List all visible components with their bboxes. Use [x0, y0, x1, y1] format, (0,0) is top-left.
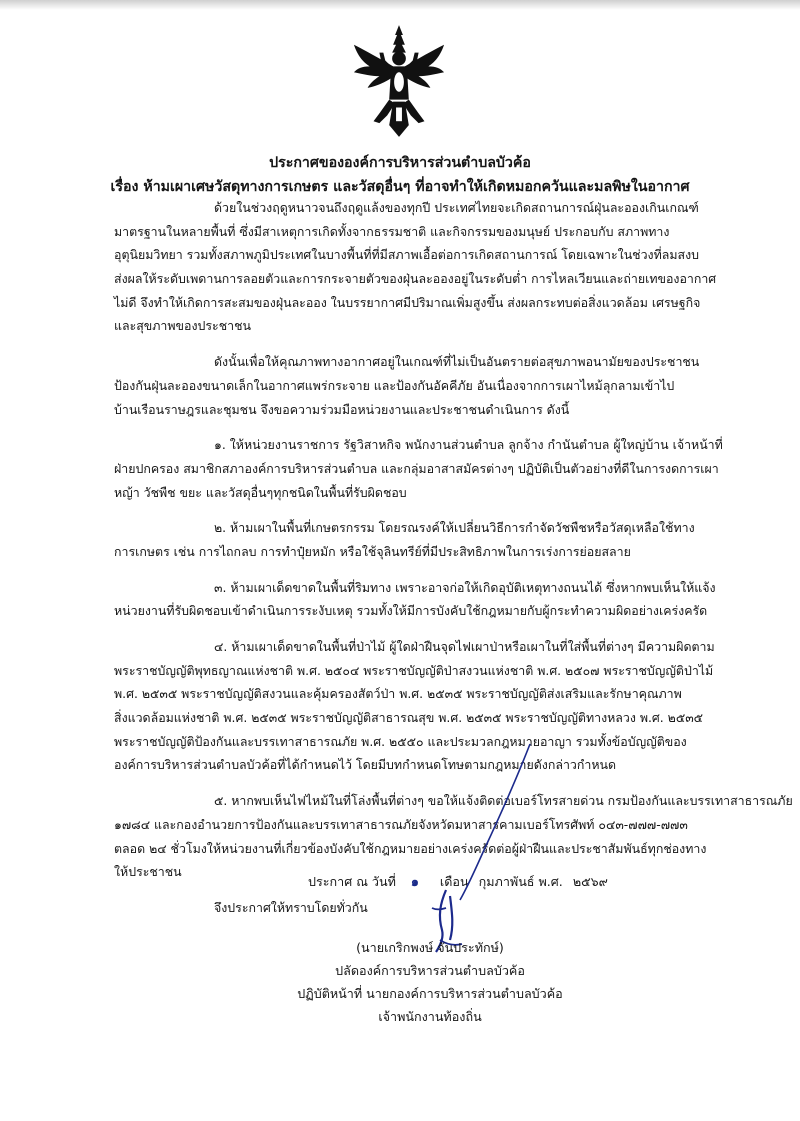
date-month: กุมภาพันธ์ พ.ศ. [478, 874, 563, 889]
date-month-label: เดือน [439, 874, 469, 889]
paragraph-line: พระราชบัญญัติพุทธญาณแห่งชาติ พ.ศ. ๒๕๐๔ พระราชบัญญัติป่าสงวนแห่งชาติ พ.ศ. ๒๕๐๗ พระราชบัญญัติป่าไม้ [114, 662, 714, 678]
paragraph-line: ไม่ดี จึงทำให้เกิดการสะสมของฝุ่นละออง ในบรรยากาศมีปริมาณเพิ่มสูงขึ้น ส่งผลกระทบต่อสิ่งแวดล้อม เศรษฐกิจ [114, 294, 701, 310]
date-day: ๑ [410, 874, 419, 889]
paragraph-line: การเกษตร เช่น การไถกลบ การทำปุ๋ยหมัก หรือใช้จุลินทรีย์ที่มีประสิทธิภาพในการเร่งการย่อยสลาย [114, 543, 631, 559]
date-year: ๒๕๖๙ [572, 874, 608, 889]
paragraph-line: หน่วยงานที่รับผิดชอบเข้าดำเนินการระงับเหตุ รวมทั้งให้มีการบังคับใช้กฎหมายกับผู้กระทำความผิดอย่างเคร่งครัด [114, 603, 708, 619]
announcement-title: ประกาศขององค์การบริหารส่วนตำบลบัวค้อ [269, 155, 531, 171]
paragraph-line: อุตุนิยมวิทยา รวมทั้งสภาพภูมิประเทศในบางพื้นที่ที่มีสภาพเอื้อต่อการเกิดสถานการณ์ โดยเฉพาะในช่วงที่ลมสงบ [114, 247, 699, 263]
paragraph-line: ให้ประชาชน [114, 864, 182, 880]
paragraph-line: ฝ่ายปกครอง สมาชิกสภาองค์การบริหารส่วนตำบล และกลุ่มอาสาสมัครต่างๆ ปฏิบัติเป็นตัวอย่างที่ดีในการงดการเผา [114, 460, 719, 476]
announcement-subject: เรื่อง ห้ามเผาเศษวัสดุทางการเกษตร และวัสดุอื่นๆ ที่อาจทำให้เกิดหมอกควันและมลพิษในอากาศ [110, 179, 690, 195]
paragraph-line: ๔. ห้ามเผาเด็ดขาดในพื้นที่ป่าไม้ ผู้ใดฝ่าฝืนจุดไฟเผาป่าหรือเผาในที่ใส่พื้นที่ต่างๆ มีความผิดตาม [214, 639, 715, 654]
paragraph-line: ๑. ให้หน่วยงานราชการ รัฐวิสาหกิจ พนักงานส่วนตำบล ลูกจ้าง กำนันตำบล ผู้ใหญ่บ้าน เจ้าหน้าที่ [214, 437, 723, 453]
paragraph-line: บ้านเรือนราษฎรและชุมชน จึงขอความร่วมมือหน่วยงานและประชาชนดำเนินการ ดังนี้ [114, 401, 570, 417]
closing-line: จึงประกาศให้ทราบโดยทั่วกัน [214, 899, 368, 915]
paragraph-line: ๒. ห้ามเผาในพื้นที่เกษตรกรรม โดยรณรงค์ให้เปลี่ยนวิธีการกำจัดวัชพืชหรือวัสดุเหลือใช้ทาง [214, 520, 695, 536]
paragraph-line: ๓. ห้ามเผาเด็ดขาดในพื้นที่ริมทาง เพราะอาจก่อให้เกิดอุบัติเหตุทางถนนได้ ซึ่งหากพบเห็นให้แจ้ง [214, 579, 716, 595]
paragraph-line: ด้วยในช่วงฤดูหนาวจนถึงฤดูแล้งของทุกปี ประเทศไทยจะเกิดสถานการณ์ฝุ่นละอองเกินเกณฑ์ [214, 200, 699, 215]
paragraph [114, 576, 764, 623]
signatory-name: (นายเกริกพงษ์ จันประทักษ์) [356, 940, 504, 955]
paragraph-line: ๕. หากพบเห็นไฟไหม้ในที่โล่งพื้นที่ต่างๆ ขอให้แจ้งติดต่อเบอร์โทรสายด่วน กรมป้องกันและบรรเทาสาธารณภัย [214, 793, 793, 809]
date-prefix: ประกาศ ณ วันที่ [308, 874, 396, 889]
scan-edge [0, 0, 800, 10]
paragraph [114, 433, 764, 504]
paragraph-line: ส่งผลให้ระดับเพดานการลอยตัวและการกระจายตัวของฝุ่นละอองอยู่ในระดับต่ำ การไหลเวียนและถ่ายเทของอากาศ [114, 271, 717, 287]
paragraph-line: และสุขภาพของประชาชน [114, 318, 251, 334]
paragraph-line: ๑๗๘๔ และกองอำนวยการป้องกันและบรรเทาสาธารณภัยจังหวัดมหาสารคามเบอร์โทรศัพท์ ๐๔๓-๗๗๗-๗๗๓ [114, 816, 688, 832]
paragraph-line: หญ้า วัชพืช ขยะ และวัสดุอื่นๆทุกชนิดในพื้นที่รับผิดชอบ [114, 484, 407, 500]
paragraph [114, 196, 764, 338]
handwritten-signature [380, 740, 560, 960]
paragraph-line: ป้องกันฝุ่นละอองขนาดเล็กในอากาศแพร่กระจาย และป้องกันอัคคีภัย อันเนื่องจากการเผาไหม้ลุกลามเข้าไป [114, 377, 675, 393]
signatory-position: ปฏิบัติหน้าที่ นายกองค์การบริหารส่วนตำบลบัวค้อ [297, 986, 563, 1001]
paragraph-line: ดังนั้นเพื่อให้คุณภาพทางอากาศอยู่ในเกณฑ์ที่ไม่เป็นอันตรายต่อสุขภาพอนามัยของประชาชน [214, 354, 700, 370]
signatory-position: เจ้าพนักงานท้องถิ่น [378, 1009, 482, 1024]
paragraph [114, 350, 764, 421]
paragraph-line: พ.ศ. ๒๕๓๕ พระราชบัญญัติสงวนและคุ้มครองสัตว์ป่า พ.ศ. ๒๕๓๕ พระราชบัญญัติส่งเสริมและรักษาคุณภาพ [114, 686, 682, 702]
garuda-emblem-icon [350, 22, 448, 142]
signatory-position: ปลัดองค์การบริหารส่วนตำบลบัวค้อ [335, 963, 525, 978]
paragraph [114, 516, 764, 563]
paragraph-line: สิ่งแวดล้อมแห่งชาติ พ.ศ. ๒๕๓๕ พระราชบัญญัติสาธารณสุข พ.ศ. ๒๕๓๕ พระราชบัญญัติทางหลวง พ.ศ. ๒๕๓๕ [114, 710, 704, 726]
paragraph-line: มาตรฐานในหลายพื้นที่ ซึ่งมีสาเหตุการเกิดทั้งจากธรรมชาติ และกิจกรรมของมนุษย์ ประกอบกับ สภาพทาง [114, 223, 670, 239]
paragraph-line: องค์การบริหารส่วนตำบลบัวค้อที่ได้กำหนดไว้ โดยมีบทกำหนดโทษตามกฎหมายดังกล่าวกำหนด [114, 757, 617, 773]
paragraph-line: พระราชบัญญัติป้องกันและบรรเทาสาธารณภัย พ.ศ. ๒๕๕๐ และประมวลกฎหมายอาญา รวมทั้งข้อบัญญัติของ [114, 733, 687, 749]
paragraph-line: ตลอด ๒๔ ชั่วโมงให้หน่วยงานที่เกี่ยวข้องบังคับใช้กฎหมายอย่างเคร่งครัดต่อผู้ฝ่าฝืนและประชาสัมพันธ์ทุกช่องทาง [114, 840, 707, 856]
